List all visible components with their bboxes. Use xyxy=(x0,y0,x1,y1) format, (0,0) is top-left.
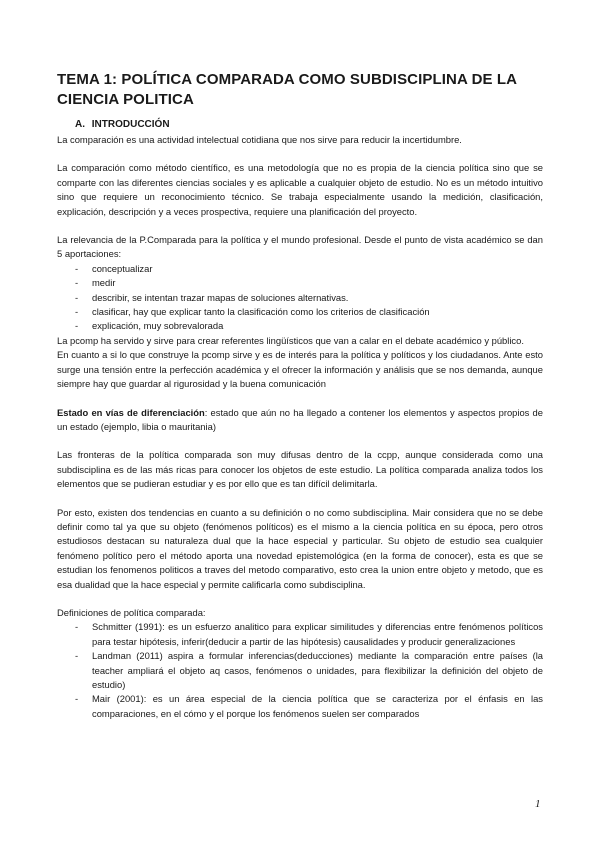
list-item: - describir, se intentan trazar mapas de soluciones alternativas. xyxy=(75,291,349,303)
section-heading xyxy=(57,118,543,131)
paragraph-9: Definiciones de política comparada: xyxy=(57,606,206,618)
document-page xyxy=(57,70,543,721)
list-item: - Mair (2001): es un área especial de la ciencia política que se caracteriza por el énfasis en las comparaciones, en el cómo y el porque los fenómenos suelen ser comparados xyxy=(75,693,543,719)
page-number: 1 xyxy=(535,798,541,810)
paragraph-2: La comparación como método científico, es una metodología que no es propia de la ciencia política sino que se comparte con las diferentes ciencias sociales y es aplicable a cualquier objeto de estudio. No es un método intuitivo sino que requiere un reconocimiento técnico. Se trabaja especialmente usando la medición, clasificación, explicación, descripción y a veces prospectiva, requiere una planificación del proyecto. xyxy=(57,162,543,217)
term-bold: Estado en vías de diferenciación xyxy=(57,406,205,418)
paragraph-3: La relevancia de la P.Comparada para la política y el mundo profesional. Desde el punto de vista académico se dan 5 aportaciones: xyxy=(57,234,543,260)
paragraph-6: Estado en vías de diferenciación: estado que aún no ha llegado a contener los elementos y aspectos propios de un estado (ejemplo, libia o mauritania) xyxy=(57,406,543,432)
paragraph-7: Las fronteras de la política comparada son muy difusas dentro de la ccpp, aunque considerada como una subdisciplina es de las más ricas para conocer los objetos de este estudio. La política comparada analiza todos los elementos que se pudieran estudiar y es por ello que es tan difícil delimitarla. xyxy=(57,449,543,490)
aportaciones-list xyxy=(57,262,543,334)
definiciones-list xyxy=(57,620,543,721)
paragraph-1: La comparación es una actividad intelectual cotidiana que nos sirve para reducir la incertidumbre. xyxy=(57,134,462,145)
list-item: - Schmitter (1991): es un esfuerzo analitico para explicar similitudes y diferencias entre fenómenos políticos para testar hipótesis, inferir(deducir a partir de las hipótesis) causalidades y producir generalizaciones xyxy=(75,621,543,647)
paragraph-5: En cuanto a si lo que construye la pcomp sirve y es de interés para la política y políticos y los ciudadanos. Ante esto surge una tensión entre la perfección académica y el ofrecer la información y análisis que se nos demanda, aunque siempre hay que guardar al rigurosidad y la buena comunicación xyxy=(57,349,543,390)
list-item: - medir xyxy=(75,277,116,289)
list-item: - conceptualizar xyxy=(75,262,153,274)
paragraph-8: Por esto, existen dos tendencias en cuanto a su definición o no como subdisciplina. Mair considera que no se debe definir como tal ya que su objeto (fenómenos políticos) es el mismo a la ciencia política en su época, pero otros estudiosos destacan su naturaleza dual que la hace especial y particular. Su objeto de estudio sea cualquier fenómeno político pero el método aporta una novedad epistemológica (en la forma de conocer), esta es que se estudian los fenomenos politicos a traves del metodo comparativo, esto crea la union entre objeto y metodo, que es esa dualidad que la hace especial y permite calificarla como subdisciplina. xyxy=(57,506,543,590)
list-item: - Landman (2011) aspira a formular inferencias(deducciones) mediante la comparación entre países (la teacher ampliará el objeto aq casos, fenómenos o unidades, para flexibilizar la definición del objeto de estudio) xyxy=(75,650,543,690)
section-label: INTRODUCCIÓN xyxy=(91,119,170,130)
list-item: - explicación, muy sobrevalorada xyxy=(75,320,224,332)
section-number: A. xyxy=(75,119,85,130)
page-title: TEMA 1: POLÍTICA COMPARADA COMO SUBDISCIPLINA DE LA CIENCIA POLITICA xyxy=(57,71,517,108)
paragraph-4: La pcomp ha servido y sirve para crear referentes lingüísticos que van a calar en el debate académico y público. xyxy=(57,334,524,346)
list-item: - clasificar, hay que explicar tanto la clasificación como los criterios de clasificación xyxy=(75,306,430,318)
